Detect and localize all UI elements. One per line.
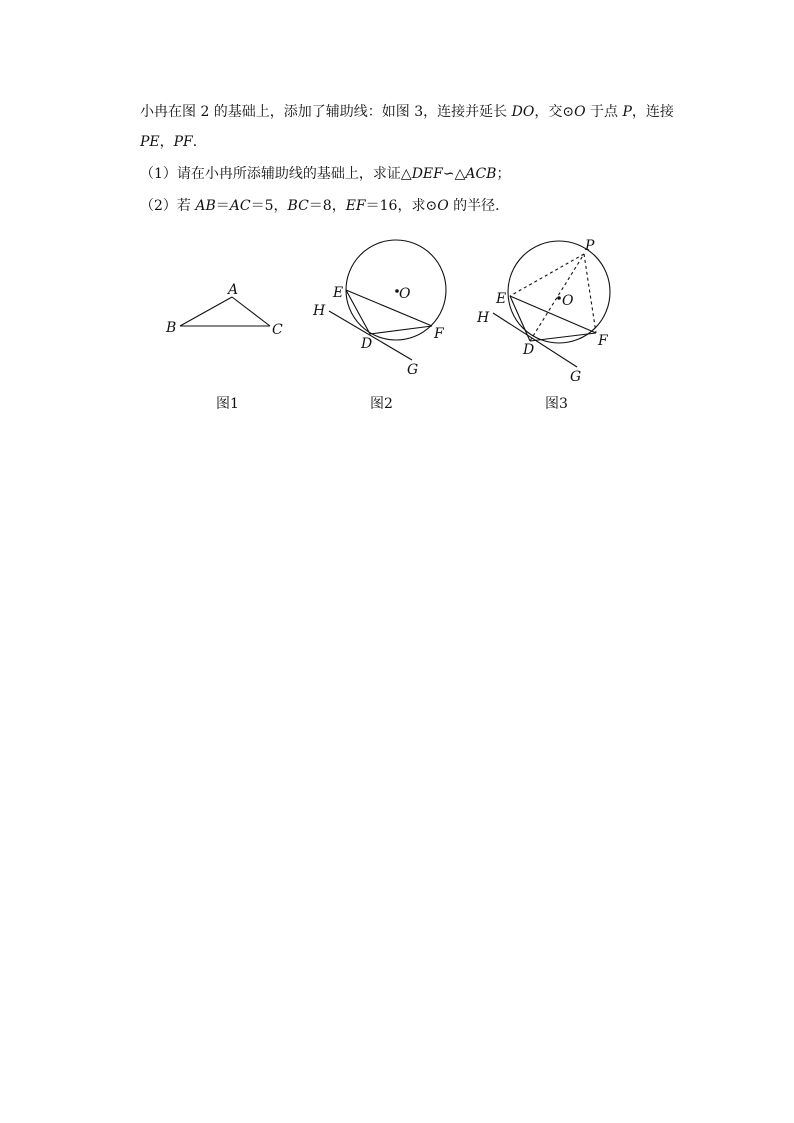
- math-var: DEF: [411, 166, 443, 182]
- label-E: E: [333, 285, 344, 301]
- text-run: 的半径．: [448, 198, 510, 214]
- text-run: 小冉在图 2 的基础上，添加了辅助线：如图 3，连接并延长: [140, 104, 512, 120]
- text-run: （1）请在小冉所添辅助线的基础上，求证△: [140, 166, 412, 182]
- math-var: DO: [511, 104, 535, 120]
- segment-PF-dashed: [584, 254, 596, 333]
- math-var: O: [437, 198, 449, 214]
- text-run: ＝16，求⊙: [365, 198, 438, 214]
- figure-3: [493, 241, 610, 367]
- label-G: G: [407, 362, 419, 378]
- text-run: ；: [496, 166, 511, 182]
- segment-AC: [232, 297, 270, 326]
- math-var: PE: [140, 134, 160, 150]
- figure-3-caption: 图3: [545, 396, 568, 412]
- text-run: ，交⊙: [534, 104, 575, 120]
- label-E: E: [496, 291, 507, 307]
- label-B: B: [166, 320, 177, 336]
- label-F: F: [598, 333, 608, 349]
- label-G: G: [570, 369, 582, 385]
- figure-1: [180, 297, 270, 326]
- math-var: BC: [287, 198, 309, 214]
- figure-1-caption: 图1: [216, 396, 239, 412]
- math-var: PF: [173, 134, 193, 150]
- text-run: ∽△: [442, 166, 466, 182]
- segment-PE-dashed: [510, 254, 584, 296]
- math-var: P: [622, 104, 632, 120]
- segment-AB: [180, 297, 232, 326]
- text-run: 于点: [585, 104, 623, 120]
- segment-DF: [530, 333, 596, 341]
- segment-DE: [346, 290, 370, 334]
- text-run: ，: [159, 134, 174, 150]
- label-D: D: [523, 342, 535, 358]
- figure-2: [329, 240, 446, 360]
- math-var: ACB: [465, 166, 497, 182]
- text-run: ＝5，: [250, 198, 288, 214]
- text-run: ．: [192, 134, 207, 150]
- math-var: EF: [345, 198, 366, 214]
- text-run: ，连接: [631, 104, 674, 120]
- label-O: O: [562, 293, 574, 309]
- label-F: F: [434, 326, 444, 342]
- figure-2-caption: 图2: [370, 396, 393, 412]
- label-C: C: [272, 322, 283, 338]
- segment-DP-dashed: [530, 254, 584, 341]
- figures-svg: [0, 0, 794, 420]
- label-O: O: [399, 286, 411, 302]
- math-var: O: [574, 104, 586, 120]
- segment-EF: [346, 290, 432, 326]
- label-H: H: [313, 303, 326, 319]
- center-point-O: [557, 296, 561, 300]
- math-var: AB: [195, 198, 216, 214]
- label-A: A: [228, 282, 239, 298]
- label-D: D: [361, 336, 373, 352]
- text-run: ＝8，: [308, 198, 346, 214]
- label-P: P: [585, 238, 595, 254]
- label-H: H: [477, 310, 490, 326]
- text-run: （2）若: [140, 198, 196, 214]
- text-run: ＝: [215, 198, 230, 214]
- math-var: AC: [229, 198, 251, 214]
